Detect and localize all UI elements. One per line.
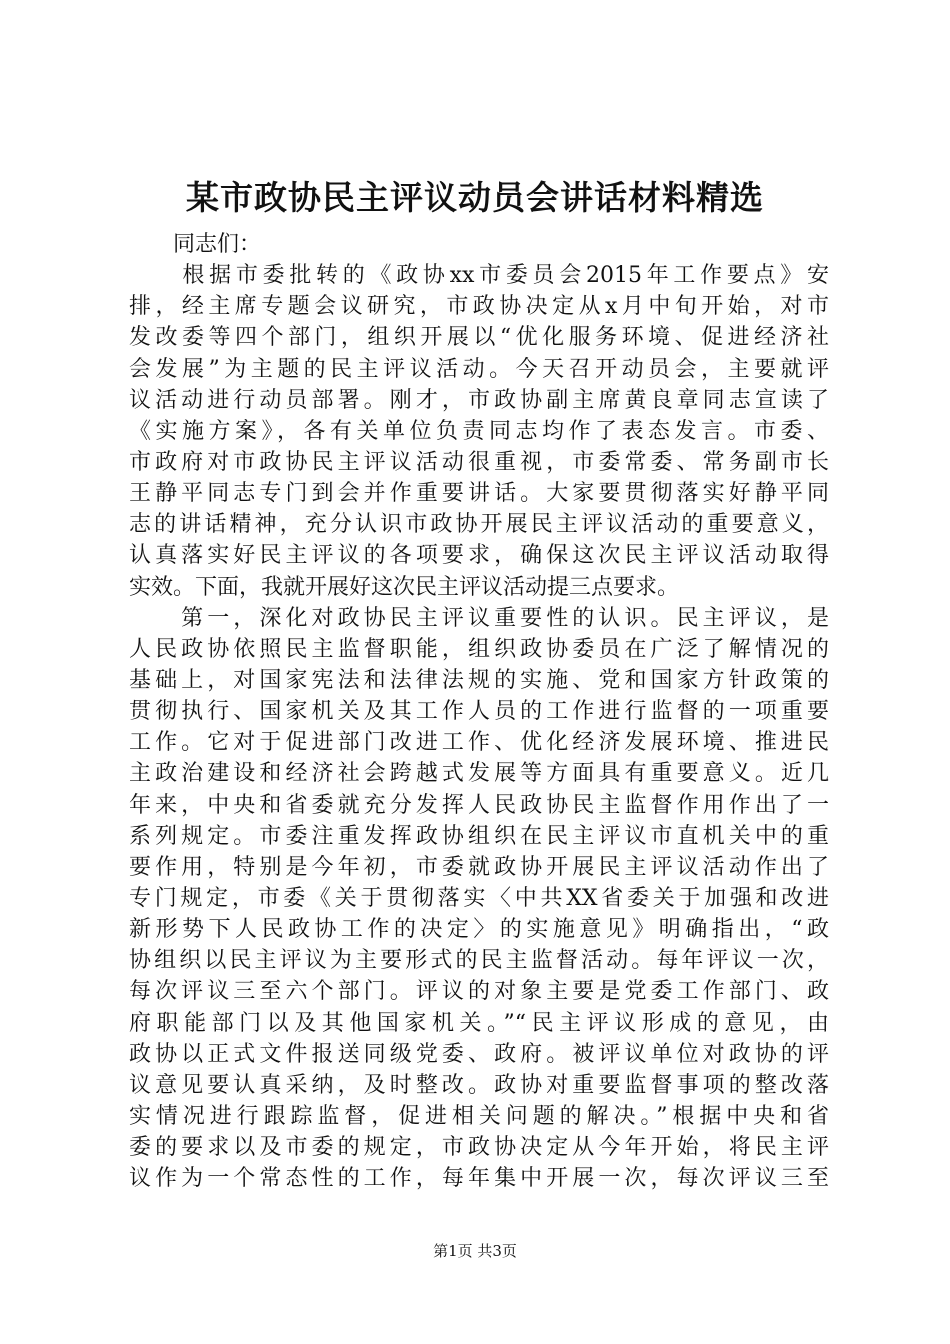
text-line: 委的要求以及市委的规定，市政协决定从今年开始，将民主评 — [129, 1135, 829, 1161]
text-line: 议意见要认真采纳，及时整改。政协对重要监督事项的整改落 — [129, 1072, 829, 1098]
text-line: 发改委等四个部门，组织开展以“优化服务环境、促进经济社 — [129, 325, 829, 351]
text-line: 志的讲话精神，充分认识市政协开展民主评议活动的重要意义， — [129, 512, 829, 538]
text-line: 同志们： — [129, 232, 262, 257]
text-line: 议作为一个常态性的工作，每年集中开展一次，每次评议三至 — [129, 1166, 829, 1192]
text-line: 系列规定。市委注重发挥政协组织在民主评议市直机关中的重 — [129, 823, 829, 849]
text-line: 政协以正式文件报送同级党委、政府。被评议单位对政协的评 — [129, 1041, 829, 1067]
text-line: 工作。它对于促进部门改进工作、优化经济发展环境、推进民 — [129, 730, 829, 756]
text-line: 府职能部门以及其他国家机关。”“民主评议形成的意见，由 — [129, 1010, 829, 1036]
text-line: 主政治建设和经济社会跨越式发展等方面具有重要意义。近几 — [129, 761, 829, 787]
text-line: 年来，中央和省委就充分发挥人民政协民主监督作用作出了一 — [129, 792, 829, 818]
page-number: 第1页 共3页 — [433, 1242, 517, 1260]
text-line: 排，经主席专题会议研究，市政协决定从x月中旬开始，对市 — [129, 294, 829, 320]
text-line: 人民政协依照民主监督职能，组织政协委员在广泛了解情况的 — [129, 636, 829, 662]
text-line: 根据市委批转的《政协xx市委员会2015年工作要点》安 — [129, 263, 829, 289]
text-line: 协组织以民主评议为主要形式的民主监督活动。每年评议一次， — [129, 948, 829, 974]
text-line: 实情况进行跟踪监督，促进相关问题的解决。”根据中央和省 — [129, 1103, 829, 1129]
text-line: 认真落实好民主评议的各项要求，确保这次民主评议活动取得 — [129, 543, 829, 569]
text-line: 新形势下人民政协工作的决定〉的实施意见》明确指出，“政 — [129, 917, 829, 943]
text-line: 议活动进行动员部署。刚才，市政协副主席黄良章同志宣读了 — [129, 387, 829, 413]
text-line: 会发展”为主题的民主评议活动。今天召开动员会，主要就评 — [129, 356, 829, 382]
text-line: 实效。下面，我就开展好这次民主评议活动提三点要求。 — [129, 574, 680, 600]
text-line: 要作用，特别是今年初，市委就政协开展民主评议活动作出了 — [129, 854, 829, 880]
text-line: 每次评议三至六个部门。评议的对象主要是党委工作部门、政 — [129, 979, 829, 1005]
document-title: 某市政协民主评议动员会讲话材料精选 — [186, 178, 764, 217]
text-line: 专门规定，市委《关于贯彻落实〈中共XX省委关于加强和改进 — [129, 885, 829, 911]
document-body — [129, 229, 829, 1194]
text-line: 《实施方案》，各有关单位负责同志均作了表态发言。市委、 — [129, 418, 829, 444]
text-line: 第一，深化对政协民主评议重要性的认识。民主评议，是 — [129, 605, 829, 631]
text-line: 基础上，对国家宪法和法律法规的实施、党和国家方针政策的 — [129, 667, 829, 693]
text-line: 市政府对市政协民主评议活动很重视，市委常委、常务副市长 — [129, 449, 829, 475]
text-line: 王静平同志专门到会并作重要讲话。大家要贯彻落实好静平同 — [129, 481, 829, 507]
text-line: 贯彻执行、国家机关及其工作人员的工作进行监督的一项重要 — [129, 699, 829, 725]
